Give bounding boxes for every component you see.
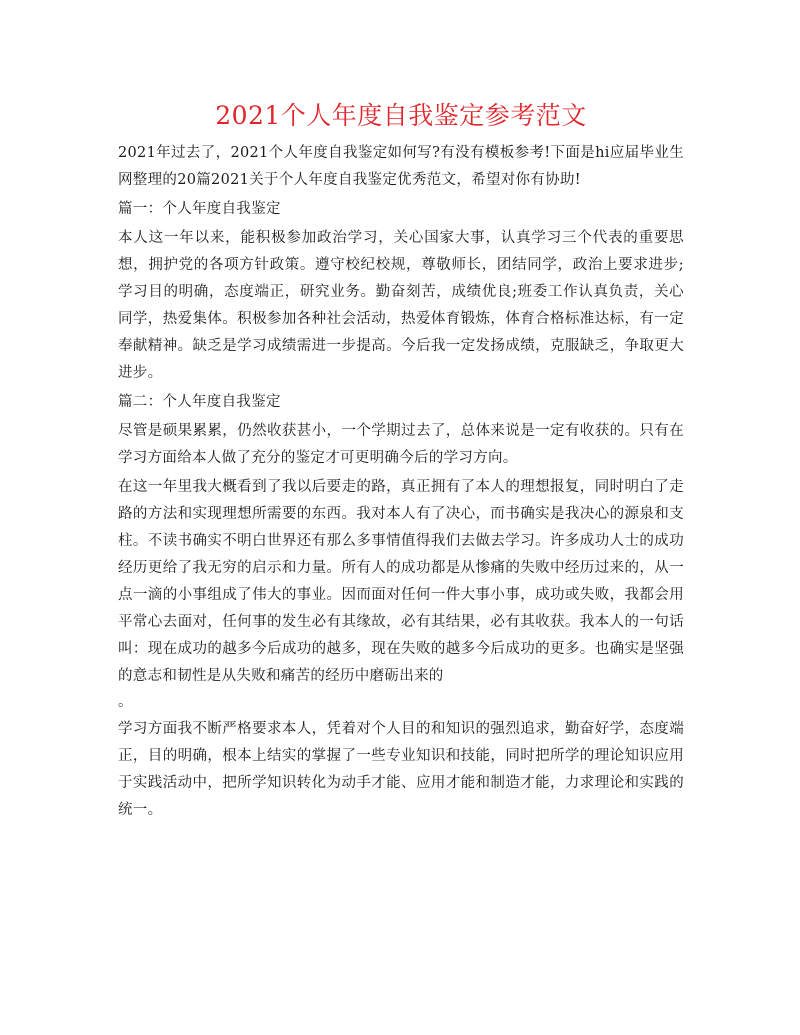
section1-heading: 篇一：个人年度自我鉴定 bbox=[118, 201, 281, 217]
section2-paragraph: 学习方面我不断严格要求本人，凭着对个人目的和知识的强烈追求，勤奋好学，态度端正，目的明确，根本上结实的掌握了一些专业知识和技能，同时把所学的理论知识应用于实践活动中，把所学知识转化为动手才能、应用才能和制造才能，力求理论和实践的统一。 bbox=[118, 721, 684, 818]
document-page bbox=[118, 98, 684, 826]
section2-heading: 篇二：个人年度自我鉴定 bbox=[118, 394, 281, 410]
section2-paragraph: 尽管是硕果累累，仍然收获甚小，一个学期过去了，总体来说是一定有收获的。只有在学习方面给本人做了充分的鉴定才可更明确今后的学习方向。 bbox=[118, 423, 684, 466]
section2-paragraph: 在这一年里我大概看到了我以后要走的路，真正拥有了本人的理想报复，同时明白了走路的方法和实现理想所需要的东西。我对本人有了决心，而书确实是我决心的源泉和支柱。不读书确实不明白世界还有那么多事情值得我们去做去学习。许多成功人士的成功经历更给了我无穷的启示和力量。所有人的成功都是从惨痛的失败中经历过来的，从一点一滴的小事组成了伟大的事业。因而面对任何一件大事小事，成功或失败，我都会用平常心去面对，任何事的发生必有其缘故，必有其结果，必有其收获。我本人的一句话叫：现在成功的越多今后成功的越多，现在失败的越多今后成功的更多。也确实是坚强的意志和韧性是从失败和痛苦的经历中磨砺出来的 bbox=[118, 479, 684, 684]
section1-paragraph: 本人这一年以来，能积极参加政治学习，关心国家大事，认真学习三个代表的重要思想，拥护党的各项方针政策。遵守校纪校规，尊敬师长，团结同学，政治上要求进步;学习目的明确，态度端正，研究业务。勤奋刻苦，成绩优良;班委工作认真负责，关心同学，热爱集体。积极参加各种社会活动，热爱体育锻炼，体育合格标准达标，有一定奉献精神。缺乏是学习成绩需进一步提高。今后我一定发扬成绩，克服缺乏，争取更大进步。 bbox=[118, 230, 684, 381]
document-title: 2021个人年度自我鉴定参考范文 bbox=[215, 101, 587, 130]
intro-paragraph: 2021年过去了，2021个人年度自我鉴定如何写?有没有模板参考!下面是hi应届毕业生网整理的20篇2021关于个人年度自我鉴定优秀范文，希望对你有协助! bbox=[118, 145, 684, 188]
stray-period-mark: 。 bbox=[118, 694, 133, 710]
